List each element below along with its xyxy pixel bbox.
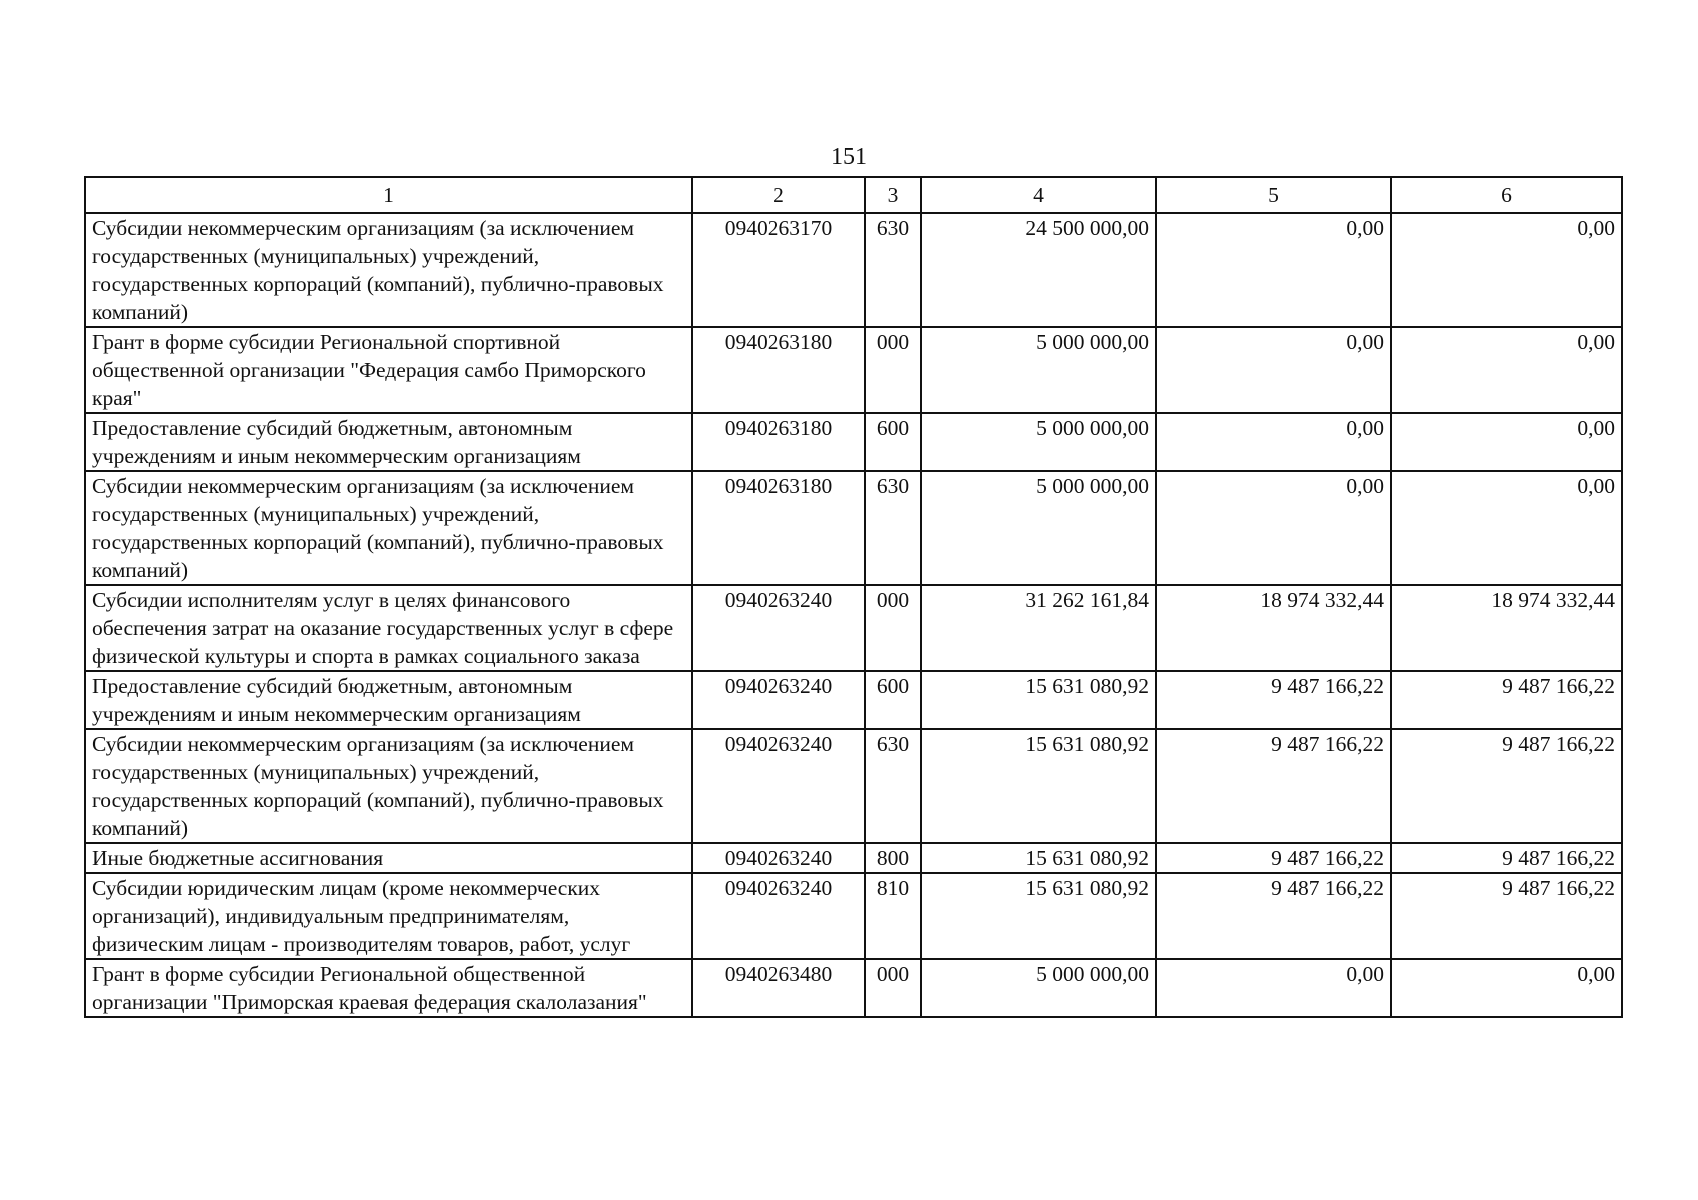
row-value-4: 5 000 000,00: [921, 327, 1156, 413]
row-value-5: 9 487 166,22: [1156, 843, 1391, 873]
table-row: [85, 213, 1622, 327]
row-value-6: 0,00: [1391, 327, 1622, 413]
row-value-5: 9 487 166,22: [1156, 671, 1391, 729]
row-value-4: 5 000 000,00: [921, 471, 1156, 585]
row-name: Субсидии некоммерческим организациям (за исключением государственных (муниципальных) учреждений, государственных корпораций (компаний), публично-правовых компаний): [85, 471, 692, 585]
header-col-2: 2: [692, 177, 865, 213]
row-value-4: 15 631 080,92: [921, 671, 1156, 729]
table-row: [85, 959, 1622, 1017]
row-name: Субсидии юридическим лицам (кроме некоммерческих организаций), индивидуальным предпринимателям, физическим лицам - производителям товаров, работ, услуг: [85, 873, 692, 959]
table-row: [85, 729, 1622, 843]
header-col-6: 6: [1391, 177, 1622, 213]
row-value-5: 0,00: [1156, 213, 1391, 327]
row-name: Предоставление субсидий бюджетным, автономным учреждениям и иным некоммерческим организациям: [85, 671, 692, 729]
row-value-5: 9 487 166,22: [1156, 729, 1391, 843]
row-type: 600: [865, 413, 921, 471]
table-row: [85, 843, 1622, 873]
row-type: 000: [865, 327, 921, 413]
row-value-5: 0,00: [1156, 327, 1391, 413]
row-value-4: 31 262 161,84: [921, 585, 1156, 671]
table-row: [85, 471, 1622, 585]
row-code: 0940263240: [692, 585, 865, 671]
row-code: 0940263240: [692, 671, 865, 729]
row-name: Субсидии некоммерческим организациям (за исключением государственных (муниципальных) учреждений, государственных корпораций (компаний), публично-правовых компаний): [85, 213, 692, 327]
row-code: 0940263240: [692, 873, 865, 959]
header-col-3: 3: [865, 177, 921, 213]
budget-table: [84, 176, 1623, 1018]
table-row: [85, 873, 1622, 959]
row-code: 0940263170: [692, 213, 865, 327]
row-value-4: 15 631 080,92: [921, 873, 1156, 959]
row-value-6: 0,00: [1391, 471, 1622, 585]
header-col-4: 4: [921, 177, 1156, 213]
table-row: [85, 585, 1622, 671]
row-type: 630: [865, 471, 921, 585]
row-type: 000: [865, 959, 921, 1017]
row-name: Грант в форме субсидии Региональной общественной организации "Приморская краевая федерация скалолазания": [85, 959, 692, 1017]
row-code: 0940263480: [692, 959, 865, 1017]
row-value-5: 9 487 166,22: [1156, 873, 1391, 959]
table-row: [85, 327, 1622, 413]
row-type: 810: [865, 873, 921, 959]
row-name: Субсидии исполнителям услуг в целях финансового обеспечения затрат на оказание государственных услуг в сфере физической культуры и спорта в рамках социального заказа: [85, 585, 692, 671]
row-code: 0940263180: [692, 471, 865, 585]
row-name: Грант в форме субсидии Региональной спортивной общественной организации "Федерация самбо Приморского края": [85, 327, 692, 413]
row-code: 0940263240: [692, 843, 865, 873]
row-value-4: 5 000 000,00: [921, 413, 1156, 471]
row-value-6: 9 487 166,22: [1391, 873, 1622, 959]
row-code: 0940263180: [692, 413, 865, 471]
row-value-6: 9 487 166,22: [1391, 729, 1622, 843]
table-header: [85, 177, 1622, 213]
row-value-6: 0,00: [1391, 959, 1622, 1017]
row-value-4: 5 000 000,00: [921, 959, 1156, 1017]
table-row: [85, 671, 1622, 729]
header-col-5: 5: [1156, 177, 1391, 213]
page-number: 151: [831, 144, 867, 170]
row-value-6: 9 487 166,22: [1391, 843, 1622, 873]
row-value-5: 0,00: [1156, 413, 1391, 471]
row-type: 630: [865, 729, 921, 843]
row-value-4: 15 631 080,92: [921, 843, 1156, 873]
row-name: Предоставление субсидий бюджетным, автономным учреждениям и иным некоммерческим организациям: [85, 413, 692, 471]
row-type: 600: [865, 671, 921, 729]
row-type: 630: [865, 213, 921, 327]
row-value-5: 18 974 332,44: [1156, 585, 1391, 671]
row-code: 0940263180: [692, 327, 865, 413]
row-name: Иные бюджетные ассигнования: [85, 843, 692, 873]
row-value-5: 0,00: [1156, 959, 1391, 1017]
row-code: 0940263240: [692, 729, 865, 843]
row-value-6: 9 487 166,22: [1391, 671, 1622, 729]
table-row: [85, 413, 1622, 471]
row-value-6: 0,00: [1391, 413, 1622, 471]
row-value-5: 0,00: [1156, 471, 1391, 585]
row-value-4: 24 500 000,00: [921, 213, 1156, 327]
header-row: [85, 177, 1622, 213]
row-type: 800: [865, 843, 921, 873]
header-col-1: 1: [85, 177, 692, 213]
row-type: 000: [865, 585, 921, 671]
row-name: Субсидии некоммерческим организациям (за исключением государственных (муниципальных) учреждений, государственных корпораций (компаний), публично-правовых компаний): [85, 729, 692, 843]
row-value-4: 15 631 080,92: [921, 729, 1156, 843]
row-value-6: 18 974 332,44: [1391, 585, 1622, 671]
table-body: [85, 213, 1622, 1017]
row-value-6: 0,00: [1391, 213, 1622, 327]
